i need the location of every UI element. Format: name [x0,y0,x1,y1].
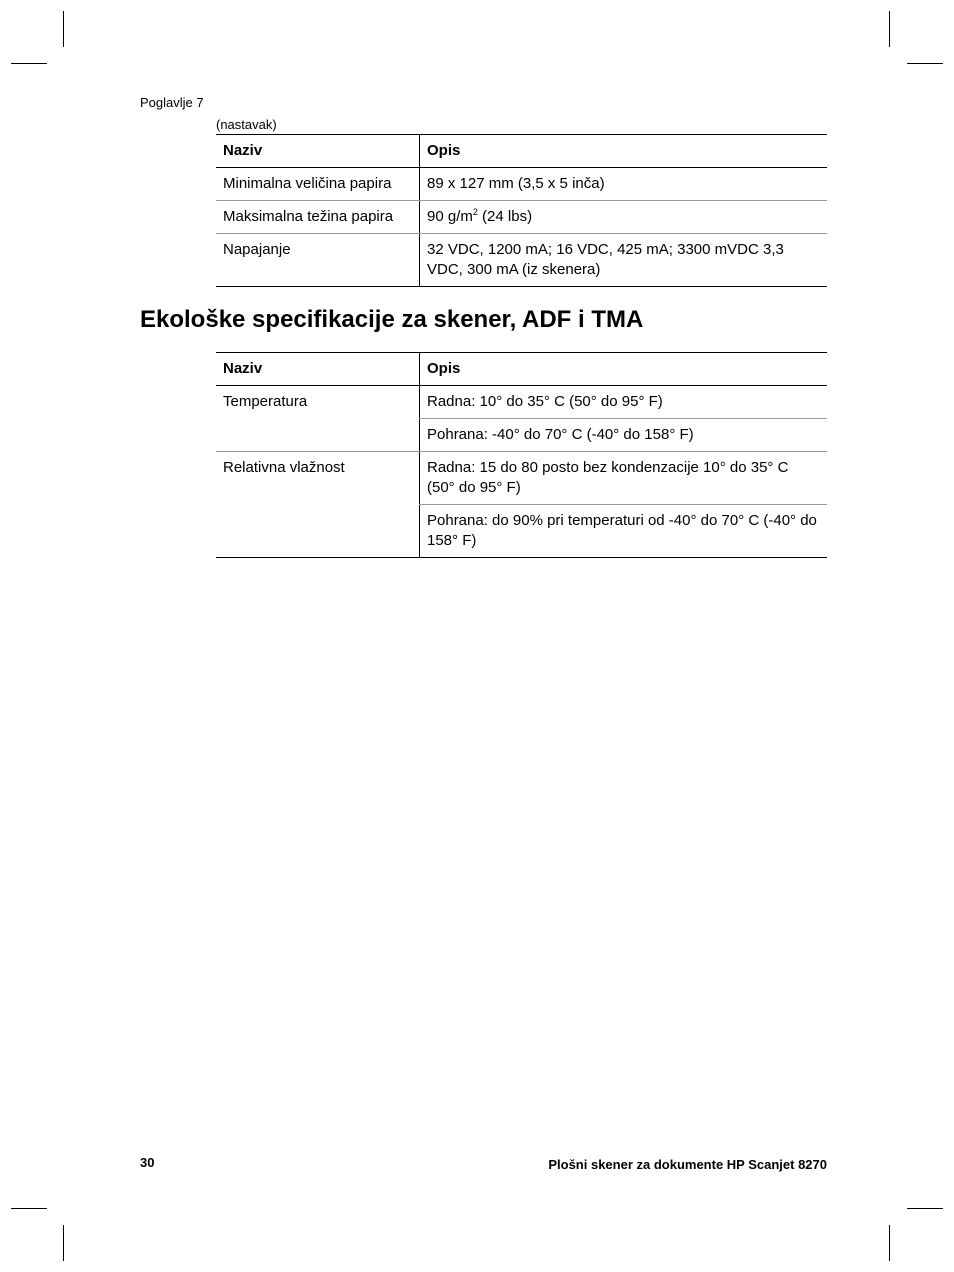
spec-name: Maksimalna težina papira [216,201,420,234]
spec-name: Napajanje [216,234,420,287]
spec-value: Radna: 10° do 35° C (50° do 95° F) [420,386,828,419]
spec-value: Pohrana: do 90% pri temperaturi od -40° do 70° C (-40° do 158° F) [420,505,828,558]
table-row [216,452,827,505]
footer-product-title: Plošni skener za dokumente HP Scanjet 8270 [548,1157,827,1172]
environmental-spec-table [216,352,827,558]
table-header-row [216,353,827,386]
spec-value [420,201,828,234]
paper-spec-table [216,134,827,287]
crop-mark [907,1208,943,1209]
crop-mark [11,1208,47,1209]
crop-mark [889,1225,890,1261]
table-row [216,201,827,234]
continued-label: (nastavak) [216,117,277,132]
spec-name: Minimalna veličina papira [216,168,420,201]
page-number: 30 [140,1155,155,1170]
crop-mark [63,11,64,47]
column-header-name: Naziv [216,135,420,168]
spec-value: 89 x 127 mm (3,5 x 5 inča) [420,168,828,201]
crop-mark [907,63,943,64]
table-row [216,168,827,201]
table-header-row [216,135,827,168]
spec-value-part: 90 g/m [427,208,473,225]
chapter-label: Poglavlje 7 [140,95,204,110]
spec-value: Radna: 15 do 80 posto bez kondenzacije 10° do 35° C (50° do 95° F) [420,452,828,505]
spec-name: Temperatura [216,386,420,452]
crop-mark [11,63,47,64]
spec-value: Pohrana: -40° do 70° C (-40° do 158° F) [420,419,828,452]
column-header-description: Opis [420,353,828,386]
column-header-description: Opis [420,135,828,168]
spec-value: 32 VDC, 1200 mA; 16 VDC, 425 mA; 3300 mVDC 3,3 VDC, 300 mA (iz skenera) [420,234,828,287]
crop-mark [889,11,890,47]
superscript: 2 [472,207,478,217]
table-row [216,386,827,419]
spec-value-part: (24 lbs) [477,208,533,225]
table-row [216,234,827,287]
section-heading: Ekološke specifikacije za skener, ADF i TMA [140,306,644,333]
crop-mark [63,1225,64,1261]
column-header-name: Naziv [216,353,420,386]
spec-name: Relativna vlažnost [216,452,420,558]
